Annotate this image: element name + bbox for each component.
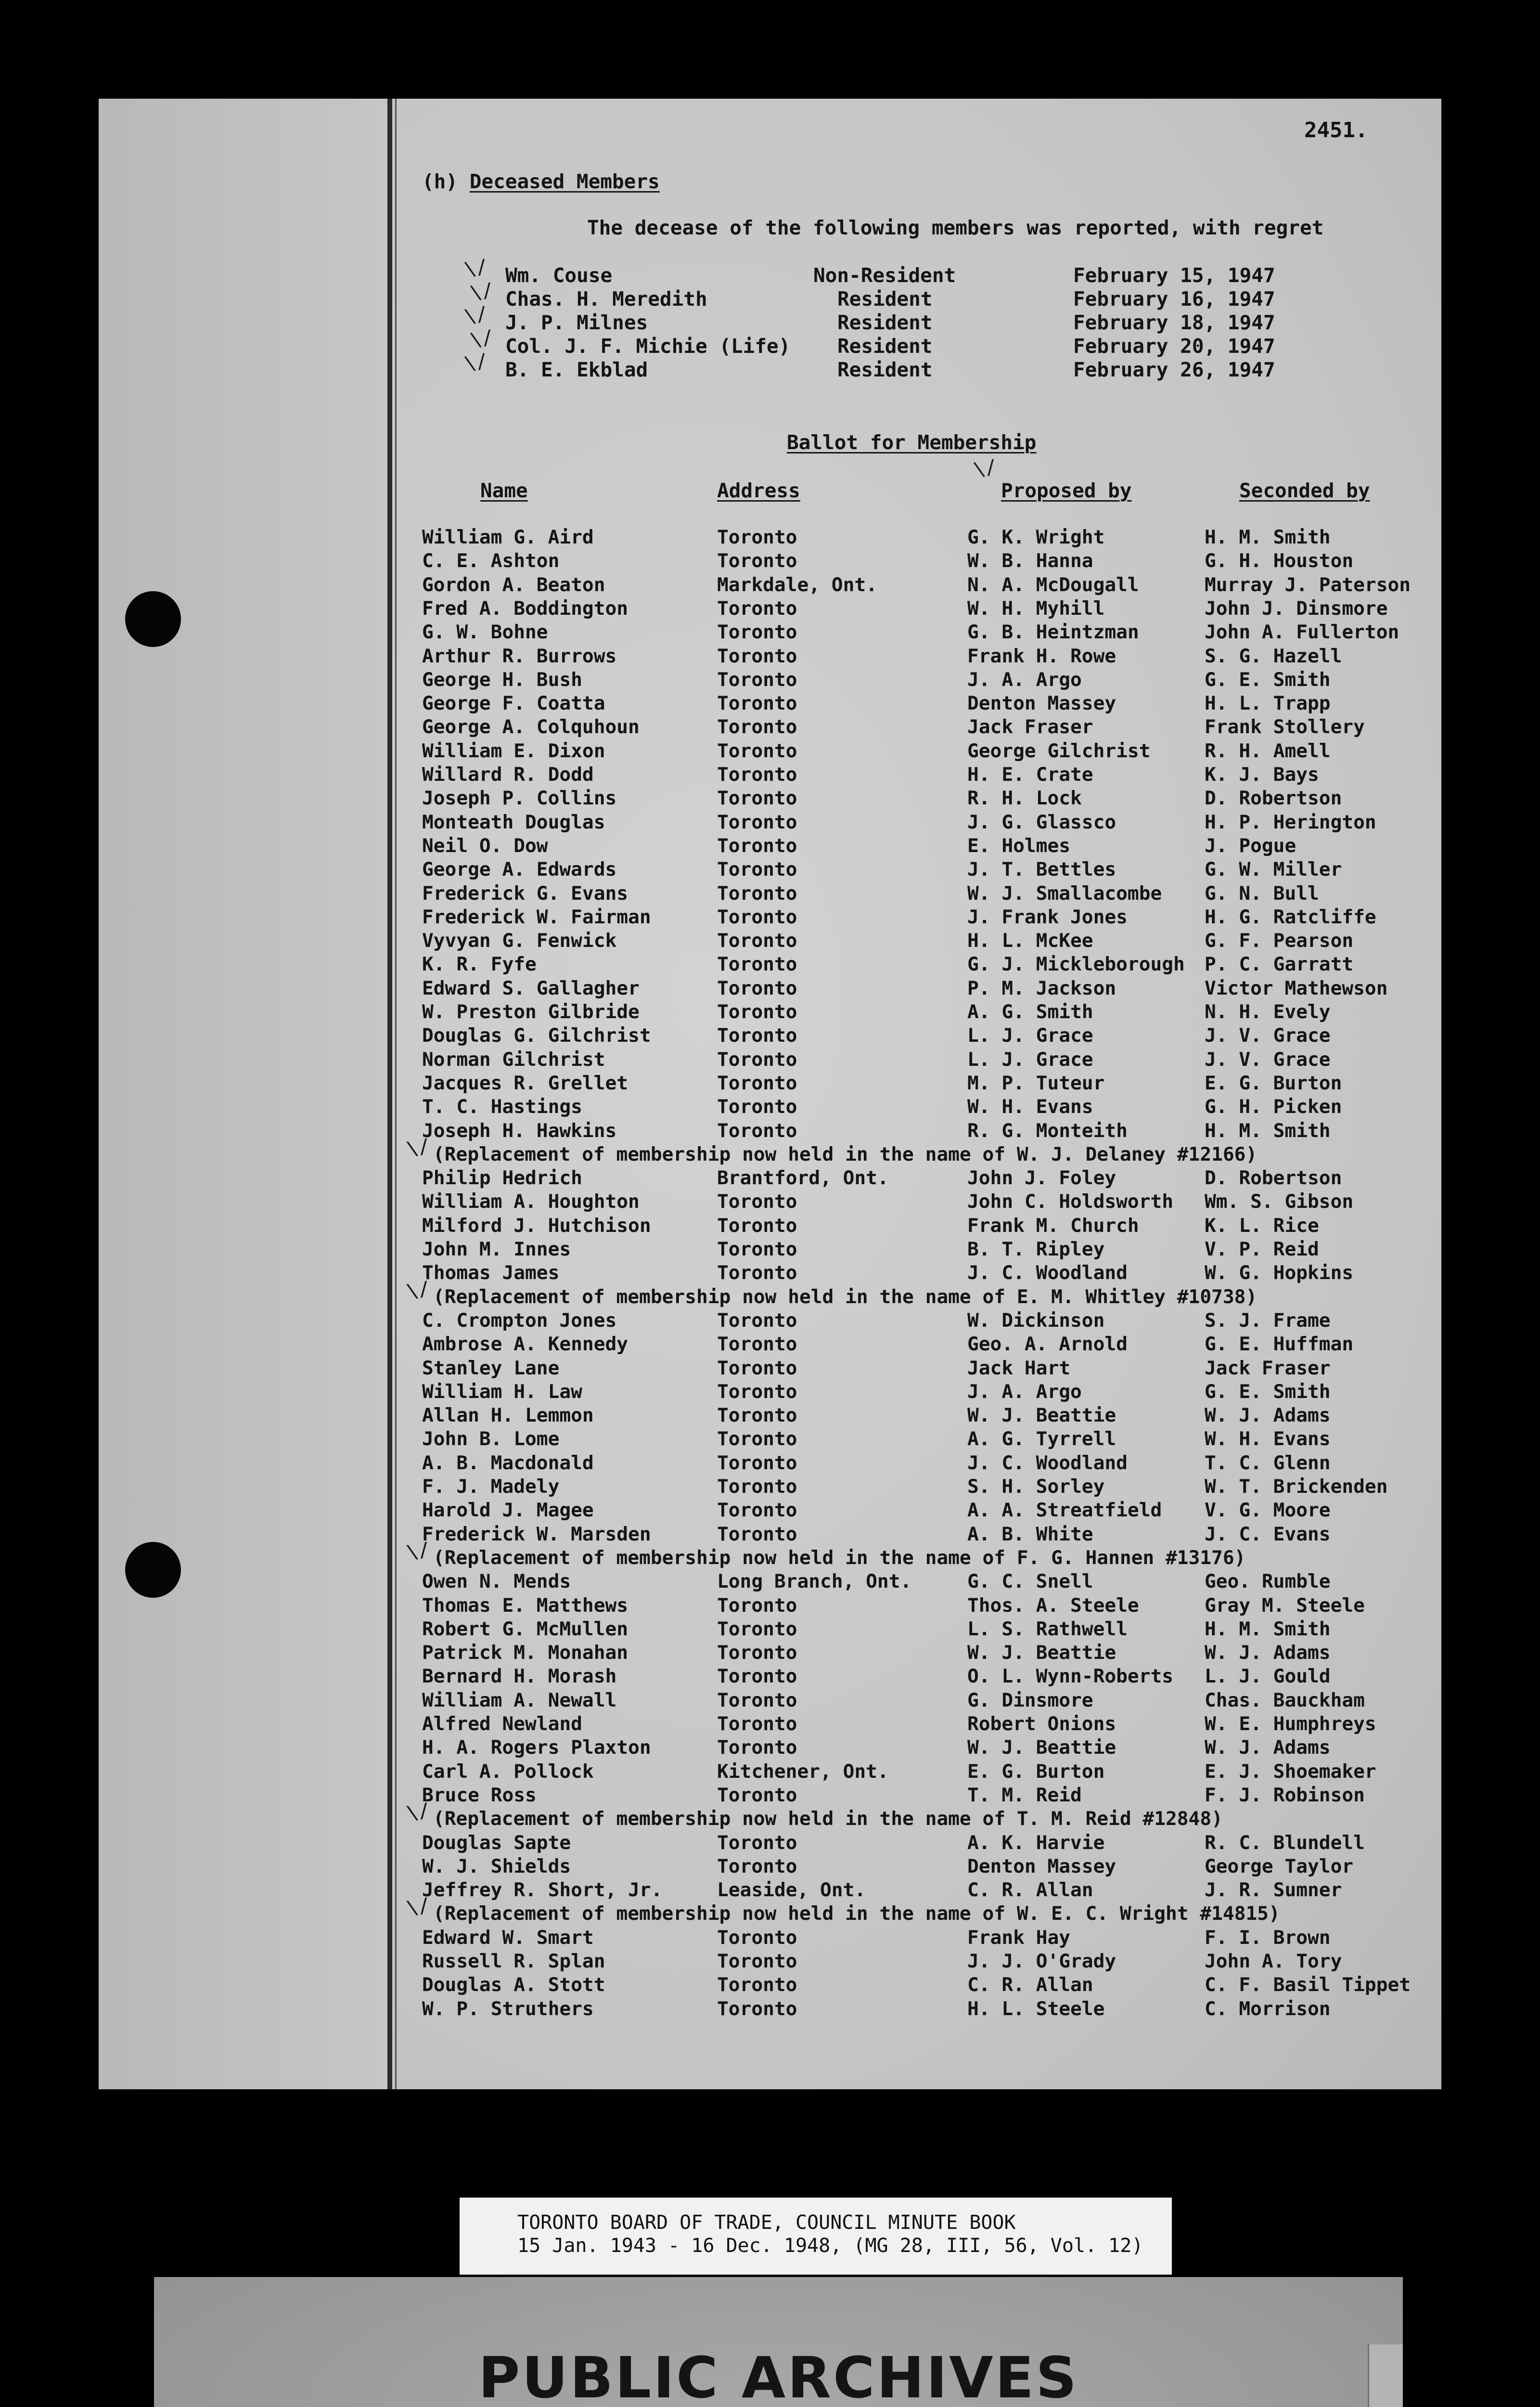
cell-proposed: W. J. Beattie <box>967 1736 1116 1759</box>
cell-proposed: R. G. Monteith <box>967 1120 1128 1142</box>
cell-seconded: G. W. Miller <box>1205 858 1342 880</box>
archive-label-line1: TORONTO BOARD OF TRADE, COUNCIL MINUTE BOOK <box>517 2212 1016 2234</box>
cell-seconded: Murray J. Paterson <box>1205 574 1411 596</box>
deceased-name: B. E. Ekblad <box>505 358 648 381</box>
cell-name: Joseph H. Hawkins <box>422 1120 617 1142</box>
cell-proposed: Denton Massey <box>967 692 1116 714</box>
archives-stamp <box>154 2277 1403 2407</box>
cell-proposed: G. K. Wright <box>967 526 1105 548</box>
replacement-note: (Replacement of membership now held in the name of W. E. C. Wright #14815) <box>433 1902 1280 1925</box>
cell-address: Toronto <box>717 1428 797 1450</box>
cell-proposed: J. C. Woodland <box>967 1262 1128 1284</box>
cell-proposed: A. A. Streatfield <box>967 1499 1162 1521</box>
cell-name: William A. Newall <box>422 1689 617 1711</box>
cell-proposed: M. P. Tuteur <box>967 1072 1105 1094</box>
cell-address: Toronto <box>717 1642 797 1664</box>
cell-proposed: C. R. Allan <box>967 1974 1093 1996</box>
cell-proposed: B. T. Ripley <box>967 1238 1105 1260</box>
cell-seconded: H. G. Ratcliffe <box>1205 906 1376 928</box>
cell-seconded: L. J. Gould <box>1205 1665 1331 1687</box>
cell-seconded: John A. Tory <box>1205 1950 1342 1972</box>
cell-seconded: J. V. Grace <box>1205 1048 1331 1071</box>
cell-seconded: W. J. Adams <box>1205 1404 1331 1426</box>
cell-proposed: R. H. Lock <box>967 787 1082 809</box>
cell-proposed: George Gilchrist <box>967 740 1151 762</box>
cell-name: Monteath Douglas <box>422 811 605 833</box>
cell-proposed: G. J. Mickleborough <box>967 953 1185 975</box>
cell-seconded: John J. Dinsmore <box>1205 597 1388 620</box>
stamp-line-public-archives: PUBLIC ARCHIVES <box>478 2344 1079 2407</box>
cell-proposed: S. H. Sorley <box>967 1475 1105 1498</box>
cell-address: Toronto <box>717 1618 797 1640</box>
replacement-note: (Replacement of membership now held in the name of W. J. Delaney #12166) <box>433 1143 1258 1165</box>
cell-proposed: Geo. A. Arnold <box>967 1333 1128 1355</box>
cell-name: George A. Edwards <box>422 858 617 880</box>
cell-address: Brantford, Ont. <box>717 1167 889 1189</box>
deceased-status: Resident <box>837 335 933 358</box>
cell-address: Toronto <box>717 1665 797 1687</box>
cell-proposed: A. B. White <box>967 1523 1093 1545</box>
section-marker: (h) <box>422 170 458 193</box>
cell-proposed: John C. Holdsworth <box>967 1191 1174 1213</box>
check-mark-icon: \/ <box>405 1894 432 1920</box>
cell-name: Milford J. Hutchison <box>422 1215 651 1237</box>
margin-rule-inner <box>395 99 397 2089</box>
cell-address: Toronto <box>717 1120 797 1142</box>
cell-seconded: J. C. Evans <box>1205 1523 1331 1545</box>
cell-proposed: L. J. Grace <box>967 1048 1093 1071</box>
check-mark-icon: \/ <box>468 326 495 352</box>
cell-address: Toronto <box>717 1001 797 1023</box>
cell-address: Toronto <box>717 858 797 880</box>
cell-address: Toronto <box>717 906 797 928</box>
cell-name: Jacques R. Grellet <box>422 1072 629 1094</box>
cell-name: Owen N. Mends <box>422 1570 571 1592</box>
cell-seconded: W. G. Hopkins <box>1205 1262 1354 1284</box>
cell-address: Toronto <box>717 550 797 572</box>
cell-name: Norman Gilchrist <box>422 1048 605 1071</box>
cell-name: Fred A. Boddington <box>422 597 629 620</box>
cell-seconded: C. F. Basil Tippet <box>1205 1974 1411 1996</box>
cell-name: Allan H. Lemmon <box>422 1404 594 1426</box>
cell-seconded: J. V. Grace <box>1205 1024 1331 1047</box>
cell-seconded: S. G. Hazell <box>1205 645 1342 667</box>
cell-address: Toronto <box>717 953 797 975</box>
cell-name: William G. Aird <box>422 526 594 548</box>
cell-address: Toronto <box>717 1096 797 1118</box>
cell-address: Toronto <box>717 1784 797 1806</box>
replacement-note: (Replacement of membership now held in the name of F. G. Hannen #13176) <box>433 1547 1246 1569</box>
cell-seconded: H. M. Smith <box>1205 526 1331 548</box>
cell-proposed: C. R. Allan <box>967 1879 1093 1901</box>
cell-seconded: J. Pogue <box>1205 835 1296 857</box>
cell-proposed: G. Dinsmore <box>967 1689 1093 1711</box>
cell-address: Toronto <box>717 1357 797 1379</box>
cell-address: Toronto <box>717 1523 797 1545</box>
cell-address: Toronto <box>717 716 797 738</box>
check-mark-icon: \/ <box>972 455 999 481</box>
cell-proposed: W. J. Beattie <box>967 1642 1116 1664</box>
cell-address: Toronto <box>717 1333 797 1355</box>
column-header-address: Address <box>717 479 800 502</box>
cell-address: Toronto <box>717 1499 797 1521</box>
cell-address: Toronto <box>717 1974 797 1996</box>
cell-address: Toronto <box>717 1927 797 1949</box>
cell-proposed: W. J. Beattie <box>967 1404 1116 1426</box>
cell-name: Willard R. Dodd <box>422 764 594 786</box>
cell-name: Russell R. Splan <box>422 1950 605 1972</box>
cell-name: Edward S. Gallagher <box>422 977 640 999</box>
cell-seconded: H. L. Trapp <box>1205 692 1331 714</box>
cell-seconded: G. E. Smith <box>1205 669 1331 691</box>
cell-name: George H. Bush <box>422 669 582 691</box>
cell-address: Toronto <box>717 621 797 643</box>
check-mark-icon: \/ <box>462 302 489 328</box>
deceased-status: Resident <box>837 287 933 311</box>
deceased-name: Chas. H. Meredith <box>505 287 707 311</box>
cell-seconded: H. M. Smith <box>1205 1120 1331 1142</box>
cell-address: Toronto <box>717 835 797 857</box>
cell-name: Ambrose A. Kennedy <box>422 1333 629 1355</box>
cell-name: Jeffrey R. Short, Jr. <box>422 1879 663 1901</box>
cell-name: K. R. Fyfe <box>422 953 537 975</box>
cell-seconded: Geo. Rumble <box>1205 1570 1331 1592</box>
cell-proposed: G. C. Snell <box>967 1570 1093 1592</box>
cell-address: Toronto <box>717 1381 797 1403</box>
minute-book-page <box>99 99 1441 2089</box>
cell-seconded: George Taylor <box>1205 1855 1354 1877</box>
cell-name: John M. Innes <box>422 1238 571 1260</box>
cell-proposed: J. T. Bettles <box>967 858 1116 880</box>
cell-address: Toronto <box>717 1452 797 1474</box>
cell-name: C. E. Ashton <box>422 550 560 572</box>
cell-address: Toronto <box>717 1855 797 1877</box>
cell-seconded: F. J. Robinson <box>1205 1784 1365 1806</box>
cell-proposed: N. A. McDougall <box>967 574 1139 596</box>
cell-name: John B. Lome <box>422 1428 560 1450</box>
cell-address: Kitchener, Ont. <box>717 1760 889 1783</box>
cell-address: Toronto <box>717 1475 797 1498</box>
cell-seconded: C. Morrison <box>1205 1998 1331 2020</box>
cell-address: Toronto <box>717 1215 797 1237</box>
cell-proposed: W. H. Myhill <box>967 597 1105 620</box>
cell-seconded: H. P. Herington <box>1205 811 1376 833</box>
cell-address: Toronto <box>717 882 797 905</box>
cell-name: Thomas E. Matthews <box>422 1594 629 1617</box>
cell-proposed: G. B. Heintzman <box>967 621 1139 643</box>
cell-address: Toronto <box>717 1736 797 1759</box>
cell-proposed: W. B. Hanna <box>967 550 1093 572</box>
cell-address: Toronto <box>717 1404 797 1426</box>
cell-name: W. Preston Gilbride <box>422 1001 640 1023</box>
cell-seconded: W. E. Humphreys <box>1205 1713 1376 1735</box>
cell-address: Toronto <box>717 597 797 620</box>
cell-proposed: L. J. Grace <box>967 1024 1093 1047</box>
cell-seconded: P. C. Garratt <box>1205 953 1354 975</box>
cell-name: T. C. Hastings <box>422 1096 582 1118</box>
column-header-seconded-by: Seconded by <box>1239 479 1370 502</box>
deceased-date: February 26, 1947 <box>1073 358 1275 381</box>
cell-seconded: Chas. Bauckham <box>1205 1689 1365 1711</box>
check-mark-icon: \/ <box>405 1799 432 1825</box>
cell-name: Stanley Lane <box>422 1357 560 1379</box>
margin-rule <box>387 99 392 2089</box>
cell-name: William A. Houghton <box>422 1191 640 1213</box>
cell-address: Toronto <box>717 526 797 548</box>
cell-address: Toronto <box>717 930 797 952</box>
cell-seconded: John A. Fullerton <box>1205 621 1399 643</box>
cell-seconded: G. N. Bull <box>1205 882 1319 905</box>
cell-seconded: R. C. Blundell <box>1205 1832 1365 1854</box>
section-title: Deceased Members <box>469 170 660 193</box>
check-mark-icon: \/ <box>462 349 489 375</box>
ballot-heading: Ballot for Membership <box>787 431 1037 454</box>
cell-seconded: G. E. Huffman <box>1205 1333 1354 1355</box>
deceased-date: February 18, 1947 <box>1073 311 1275 334</box>
cell-address: Toronto <box>717 787 797 809</box>
cell-seconded: T. C. Glenn <box>1205 1452 1331 1474</box>
cell-seconded: G. H. Houston <box>1205 550 1354 572</box>
check-mark-icon: \/ <box>468 279 495 305</box>
cell-seconded: G. E. Smith <box>1205 1381 1331 1403</box>
cell-address: Toronto <box>717 1048 797 1071</box>
cell-seconded: H. M. Smith <box>1205 1618 1331 1640</box>
cell-address: Toronto <box>717 669 797 691</box>
cell-address: Toronto <box>717 740 797 762</box>
cell-proposed: H. L. McKee <box>967 930 1093 952</box>
cell-proposed: A. K. Harvie <box>967 1832 1105 1854</box>
deceased-name: Wm. Couse <box>505 264 613 287</box>
cell-name: George F. Coatta <box>422 692 605 714</box>
cell-seconded: E. G. Burton <box>1205 1072 1342 1094</box>
cell-name: Carl A. Pollock <box>422 1760 594 1783</box>
section-heading <box>422 170 660 193</box>
cell-proposed: W. Dickinson <box>967 1309 1105 1332</box>
punch-hole-icon <box>125 1542 181 1598</box>
cell-proposed: T. M. Reid <box>967 1784 1082 1806</box>
cell-name: Philip Hedrich <box>422 1167 582 1189</box>
cell-address: Toronto <box>717 645 797 667</box>
cell-proposed: J. J. O'Grady <box>967 1950 1116 1972</box>
cell-seconded: K. L. Rice <box>1205 1215 1319 1237</box>
cell-seconded: J. R. Sumner <box>1205 1879 1342 1901</box>
cell-address: Toronto <box>717 811 797 833</box>
cell-seconded: W. T. Brickenden <box>1205 1475 1388 1498</box>
cell-address: Markdale, Ont. <box>717 574 877 596</box>
cell-name: Vyvyan G. Fenwick <box>422 930 617 952</box>
cell-seconded: Frank Stollery <box>1205 716 1365 738</box>
check-mark-icon: \/ <box>405 1538 432 1564</box>
cell-proposed: Frank M. Church <box>967 1215 1139 1237</box>
cell-name: H. A. Rogers Plaxton <box>422 1736 651 1759</box>
check-mark-icon: \/ <box>405 1277 432 1303</box>
deceased-name: Col. J. F. Michie (Life) <box>505 335 791 358</box>
cell-seconded: Wm. S. Gibson <box>1205 1191 1354 1213</box>
deceased-status: Resident <box>837 311 933 334</box>
cell-proposed: Denton Massey <box>967 1855 1116 1877</box>
cell-proposed: Thos. A. Steele <box>967 1594 1139 1617</box>
cell-seconded: D. Robertson <box>1205 787 1342 809</box>
cell-name: Arthur R. Burrows <box>422 645 617 667</box>
cell-proposed: J. A. Argo <box>967 1381 1082 1403</box>
deceased-date: February 20, 1947 <box>1073 335 1275 358</box>
cell-name: William H. Law <box>422 1381 582 1403</box>
cell-name: Patrick M. Monahan <box>422 1642 629 1664</box>
deceased-date: February 15, 1947 <box>1073 264 1275 287</box>
cell-seconded: Gray M. Steele <box>1205 1594 1365 1617</box>
cell-seconded: W. H. Evans <box>1205 1428 1331 1450</box>
cell-proposed: Jack Hart <box>967 1357 1071 1379</box>
cell-address: Toronto <box>717 1309 797 1332</box>
cell-name: C. Crompton Jones <box>422 1309 617 1332</box>
cell-name: Thomas James <box>422 1262 560 1284</box>
column-header-proposed-by: Proposed by <box>1001 479 1132 502</box>
cell-address: Toronto <box>717 1950 797 1972</box>
cell-name: Gordon A. Beaton <box>422 574 605 596</box>
cell-name: Frederick G. Evans <box>422 882 629 905</box>
cell-proposed: Frank H. Rowe <box>967 645 1116 667</box>
cell-seconded: W. J. Adams <box>1205 1642 1331 1664</box>
punch-hole-icon <box>125 591 181 647</box>
cell-name: Neil O. Dow <box>422 835 548 857</box>
cell-proposed: J. Frank Jones <box>967 906 1128 928</box>
cell-seconded: Jack Fraser <box>1205 1357 1331 1379</box>
cell-address: Toronto <box>717 1713 797 1735</box>
cell-proposed: W. J. Smallacombe <box>967 882 1162 905</box>
cell-address: Toronto <box>717 1024 797 1047</box>
cell-name: W. P. Struthers <box>422 1998 594 2020</box>
cell-seconded: W. J. Adams <box>1205 1736 1331 1759</box>
cell-name: Joseph P. Collins <box>422 787 617 809</box>
deceased-name: J. P. Milnes <box>505 311 648 334</box>
cell-seconded: N. H. Evely <box>1205 1001 1331 1023</box>
replacement-note: (Replacement of membership now held in the name of E. M. Whitley #10738) <box>433 1286 1258 1308</box>
cell-proposed: E. Holmes <box>967 835 1071 857</box>
cell-seconded: V. G. Moore <box>1205 1499 1331 1521</box>
intro-text: The decease of the following members was reported, with regret <box>587 216 1324 239</box>
cell-name: Alfred Newland <box>422 1713 582 1735</box>
cell-address: Leaside, Ont. <box>717 1879 866 1901</box>
cell-name: Robert G. McMullen <box>422 1618 629 1640</box>
check-mark-icon: \/ <box>405 1135 432 1161</box>
cell-proposed: P. M. Jackson <box>967 977 1116 999</box>
cell-proposed: J. A. Argo <box>967 669 1082 691</box>
cell-name: Douglas Sapte <box>422 1832 571 1854</box>
deceased-status: Non-Resident <box>813 264 956 287</box>
cell-proposed: L. S. Rathwell <box>967 1618 1128 1640</box>
cell-name: Frederick W. Fairman <box>422 906 651 928</box>
deceased-date: February 16, 1947 <box>1073 287 1275 311</box>
cell-proposed: J. G. Glassco <box>967 811 1116 833</box>
cell-proposed: A. G. Tyrrell <box>967 1428 1116 1450</box>
replacement-note: (Replacement of membership now held in the name of T. M. Reid #12848) <box>433 1808 1223 1830</box>
cell-name: Harold J. Magee <box>422 1499 594 1521</box>
cell-proposed: J. C. Woodland <box>967 1452 1128 1474</box>
deceased-status: Resident <box>837 358 933 381</box>
cell-name: Douglas G. Gilchrist <box>422 1024 651 1047</box>
cell-address: Toronto <box>717 692 797 714</box>
cell-address: Long Branch, Ont. <box>717 1570 912 1592</box>
cell-address: Toronto <box>717 764 797 786</box>
cell-address: Toronto <box>717 1191 797 1213</box>
cell-name: Douglas A. Stott <box>422 1974 605 1996</box>
cell-name: Edward W. Smart <box>422 1927 594 1949</box>
cell-name: William E. Dixon <box>422 740 605 762</box>
cell-name: Bruce Ross <box>422 1784 537 1806</box>
binding-gutter <box>99 99 387 2089</box>
cell-seconded: V. P. Reid <box>1205 1238 1319 1260</box>
cell-name: Frederick W. Marsden <box>422 1523 651 1545</box>
cell-name: Bernard H. Morash <box>422 1665 617 1687</box>
cell-seconded: Victor Mathewson <box>1205 977 1388 999</box>
cell-seconded: F. I. Brown <box>1205 1927 1331 1949</box>
column-header-name: Name <box>480 479 528 502</box>
cell-address: Toronto <box>717 1594 797 1617</box>
cell-name: F. J. Madely <box>422 1475 560 1498</box>
archive-label-line2: 15 Jan. 1943 - 16 Dec. 1948, (MG 28, III, 56, Vol. 12) <box>517 2235 1143 2257</box>
cell-seconded: D. Robertson <box>1205 1167 1342 1189</box>
cell-proposed: W. H. Evans <box>967 1096 1093 1118</box>
cell-seconded: E. J. Shoemaker <box>1205 1760 1376 1783</box>
cell-name: George A. Colquhoun <box>422 716 640 738</box>
cell-seconded: G. H. Picken <box>1205 1096 1342 1118</box>
cell-proposed: Jack Fraser <box>967 716 1093 738</box>
cell-name: A. B. Macdonald <box>422 1452 594 1474</box>
cell-proposed: H. E. Crate <box>967 764 1093 786</box>
cell-proposed: E. G. Burton <box>967 1760 1105 1783</box>
cell-proposed: A. G. Smith <box>967 1001 1093 1023</box>
cell-proposed: Robert Onions <box>967 1713 1116 1735</box>
cell-address: Toronto <box>717 1998 797 2020</box>
cell-address: Toronto <box>717 1262 797 1284</box>
cell-proposed: O. L. Wynn-Roberts <box>967 1665 1174 1687</box>
cell-address: Toronto <box>717 977 797 999</box>
cell-seconded: R. H. Amell <box>1205 740 1331 762</box>
archive-reference-label <box>460 2198 1172 2275</box>
cell-proposed: H. L. Steele <box>967 1998 1105 2020</box>
cell-proposed: John J. Foley <box>967 1167 1116 1189</box>
cell-seconded: G. F. Pearson <box>1205 930 1354 952</box>
cell-address: Toronto <box>717 1072 797 1094</box>
cell-seconded: K. J. Bays <box>1205 764 1319 786</box>
cell-proposed: Frank Hay <box>967 1927 1071 1949</box>
cell-address: Toronto <box>717 1689 797 1711</box>
cell-seconded: S. J. Frame <box>1205 1309 1331 1332</box>
cell-name: W. J. Shields <box>422 1855 571 1877</box>
cell-address: Toronto <box>717 1832 797 1854</box>
cell-name: G. W. Bohne <box>422 621 548 643</box>
check-mark-icon: \/ <box>462 255 489 281</box>
cell-address: Toronto <box>717 1238 797 1260</box>
page-number: 2451. <box>1304 118 1368 142</box>
